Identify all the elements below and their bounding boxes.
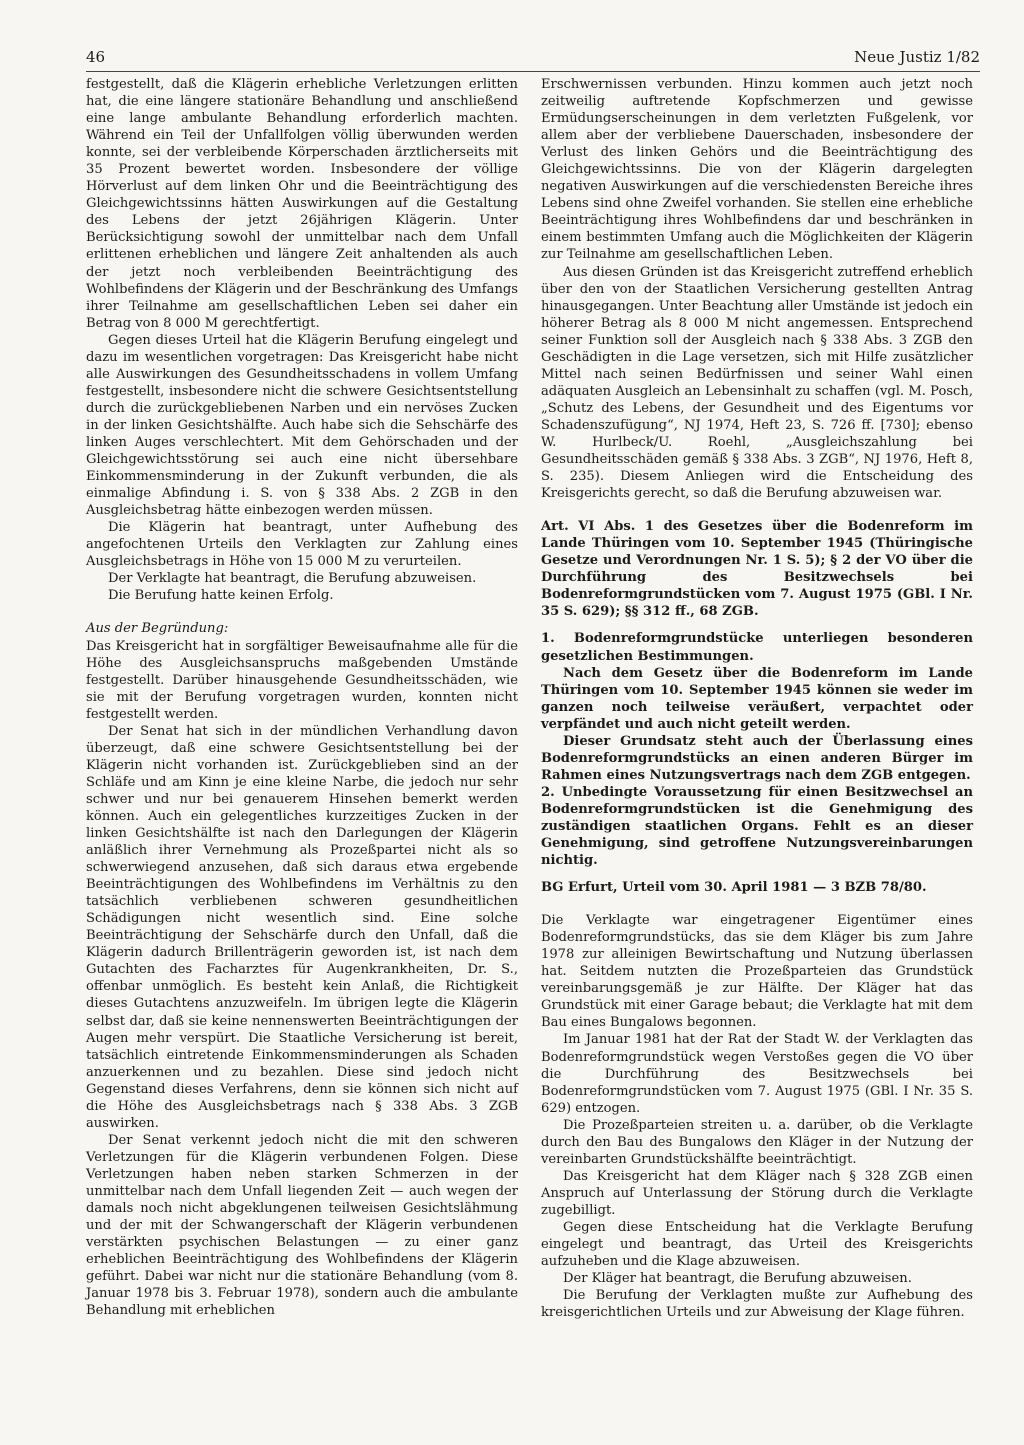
paragraph: Der Kläger hat beantragt, die Berufung abzuweisen. [563,1271,912,1287]
page-header [86,48,980,66]
paragraph: Die Berufung hatte keinen Erfolg. [108,588,334,604]
paragraph: Die Verklagte war eingetragener Eigentümer eines Bodenreformgrundstücks, das sie dem Kläger bis zum Jahre 1978 zur alleinigen Bewirtschaftung und Nutzung überlassen hat. Seitdem nutzten die Prozeßparteien das Grundstück vereinbarungsgemäß je zur Hälfte. Der Kläger hat das Grundstück mit einer Garage bebaut; die Verklagte hat mit dem Bau eines Bungalows begonnen. [541,913,973,1031]
header-rule [86,71,980,72]
section-subheading: Aus der Begründung: [86,621,229,637]
left-column [86,76,518,1319]
paragraph: Im Januar 1981 hat der Rat der Stadt W. der Verklagten das Bodenreformgrundstück wegen Verstoßes gegen die VO über die Durchführung des Besitzwechsels bei Bodenreformgrundstücken vom 7. August 1975 (GBl. I Nr. 35 S. 629) entzogen. [541,1032,973,1116]
thesis-paragraph: 1. Bodenreformgrundstücke unterliegen besonderen gesetzlichen Bestimmungen. [541,631,973,664]
paragraph: Der Verklagte hat beantragt, die Berufung abzuweisen. [108,571,477,587]
paragraph: Das Kreisgericht hat dem Kläger nach § 328 ZGB einen Anspruch auf Unterlassung der Störung durch die Verklagte zugebilligt. [541,1168,973,1218]
journal-issue: Neue Justiz 1/82 [854,48,980,66]
paragraph: Gegen dieses Urteil hat die Klägerin Berufung eingelegt und dazu im wesentlichen vorgetragen: Das Kreisgericht habe nicht alle Auswirkungen des Gesundheitsschadens in vollem Umfang festgestellt, insbesondere nicht die schwere Gesichtsentstellung durch die zurückgebliebenen Narben und ein nervöses Zucken in der linken Gesichtshälfte. Auch habe sich die Sehschärfe des linken Auges verschlechtert. Mit dem Gehörschaden und der Gleichgewichtsstörung sei auch eine nicht übersehbare Einkommensminderung in der Zukunft verbunden, die als einmalige Abfindung i. S. von § 338 Abs. 2 ZGB in den Ausgleichsbetrag hätte einbezogen werden müssen. [86,332,518,519]
statute-citation: Art. VI Abs. 1 des Gesetzes über die Bodenreform im Lande Thüringen vom 10. September 1945 (Thüringische Gesetze und Verordnungen Nr. 1 S. 5); § 2 der VO über die Durchführung des Besitzwechsels bei Bodenreformgrundstücken vom 7. August 1975 (GBl. I Nr. 35 S. 629); §§ 312 ff., 68 ZGB. [541,519,973,620]
thesis-paragraph: Dieser Grundsatz steht auch der Überlassung eines Bodenreformgrundstücks an einen anderen Bürger im Rahmen eines Nutzungsvertrags nach dem ZGB entgegen. [541,733,973,783]
paragraph: Gegen diese Entscheidung hat die Verklagte Berufung eingelegt und beantragt, das Urteil des Kreisgerichts aufzuheben und die Klage abzuweisen. [541,1220,973,1270]
paragraph: festgestellt, daß die Klägerin erhebliche Verletzungen erlitten hat, die eine längere stationäre Behandlung und anschließend eine lange ambulante Behandlung erforderlich machten. Während ein Teil der Unfallfolgen völlig überwunden werden konnte, sei der verbleibende Körperschaden ärztlicherseits mit 35 Prozent bewertet worden. Insbesondere der völlige Hörverlust auf dem linken Ohr und die Beeinträchtigung des Gleichgewichtssinns hätten Auswirkungen auf die Gestaltung des Lebens der jetzt 26jährigen Klägerin. Unter Berücksichtigung sowohl der unmittelbar nach dem Unfall erlittenen erheblichen und längere Zeit anhaltenden als auch der jetzt noch verbleibenden Beeinträchtigung des Wohlbefindens der Klägerin und der Beschränkung des Umfangs ihrer Teilnahme am gesellschaftlichen Leben sei daher ein Betrag von 8 000 M gerechtfertigt. [86,77,518,331]
page-number: 46 [86,48,106,66]
paragraph: Die Berufung der Verklagten mußte zur Aufhebung des kreisgerichtlichen Urteils und zur Abweisung der Klage führen. [541,1288,973,1321]
paragraph: Erschwernissen verbunden. Hinzu kommen auch jetzt noch zeitweilig auftretende Kopfschmerzen und gewisse Ermüdungserscheinungen in dem verletzten Fußgelenk, vor allem aber der verbliebene Dauerschaden, insbesondere der Verlust des linken Gehörs und die Beeinträchtigung des Gleichgewichtssinns. Die von der Klägerin dargelegten negativen Auswirkungen auf die verschiedensten Bereiche ihres Lebens sind ohne Zweifel vorhanden. Sie stellen eine erhebliche Beeinträchtigung ihres Wohlbefindens dar und beschränken in einem bestimmten Umfang auch die Möglichkeiten der Klägerin zur Teilnahme am gesellschaftlichen Leben. [541,77,973,263]
paragraph: Aus diesen Gründen ist das Kreisgericht zutreffend erheblich über den von der Staatlichen Versicherung gestellten Antrag hinausgegangen. Unter Beachtung aller Umstände ist jedoch ein höherer Betrag als 8 000 M nicht angemessen. Entsprechend seiner Funktion soll der Ausgleich nach § 338 Abs. 3 ZGB den Geschädigten in die Lage versetzen, sich mit Hilfe zusätzlicher Mittel nach seinen Bedürfnissen und seiner Wahl einen adäquaten Ausgleich an Lebensinhalt zu schaffen (vgl. M. Posch, „Schutz des Lebens, der Gesundheit und des Eigentums vor Schadenszufügung“, NJ 1974, Heft 23, S. 726 ff. [730]; ebenso W. Hurlbeck/U. Roehl, „Ausgleichszahlung bei Gesundheitsschäden gemäß § 338 Abs. 3 ZGB“, NJ 1976, Heft 8, S. 235). Diesem Anliegen wird die Entscheidung des Kreisgerichts gerecht, so daß die Berufung abzuweisen war. [541,264,973,502]
paragraph: Das Kreisgericht hat in sorgfältiger Beweisaufnahme alle für die Höhe des Ausgleichsanspruchs maßgebenden Umstände festgestellt. Darüber hinausgehende Gesundheitsschäden, wie sie mit der Berufung vorgetragen wurden, konnten nicht festgestellt werden. [86,638,518,722]
right-column [541,76,973,1321]
thesis-paragraph: Nach dem Gesetz über die Bodenreform im Lande Thüringen vom 10. September 1945 können sie weder im ganzen noch teilweise veräußert, verpachtet oder verpfändet und auch nicht geteilt werden. [541,665,973,732]
paragraph: Der Senat hat sich in der mündlichen Verhandlung davon überzeugt, daß eine schwere Gesichtsentstellung bei der Klägerin nicht vorhanden ist. Zurückgeblieben sind an der Schläfe und am Kinn je eine kleine Narbe, die jedoch nur sehr schwer und nur bei genauerem Hinsehen bemerkt werden können. Auch ein gelegentliches kurzzeitiges Zucken in der linken Gesichtshälfte ist nach den Darlegungen der Klägerin anläßlich ihrer Vernehmung als Prozeßpartei nicht als so schwerwiegend anzusehen, daß sich daraus etwa ergebende Beeinträchtigungen des Wohlbefindens im Verhältnis zu den tatsächlich verbliebenen schweren gesundheitlichen Schädigungen nicht wesentlich sind. Eine solche Beeinträchtigung der Sehschärfe durch den Unfall, daß die Klägerin dadurch Brillenträgerin geworden ist, ist nach dem Gutachten des Facharztes für Augenkrankheiten, Dr. S., offenbar unmöglich. Es besteht kein Anlaß, die Richtigkeit dieses Gutachtens anzuzweifeln. Im übrigen legte die Klägerin selbst dar, daß sie keine nennenswerten Beeinträchtigungen der Augen mehr verspürt. Die Staatliche Versicherung ist bereit, tatsächlich eintretende Einkommensminderungen als Schaden anzuerkennen und zu bezahlen. Diese sind jedoch nicht Gegenstand dieses Verfahrens, denn sie können sich nicht auf die Höhe des Ausgleichsbetrags nach § 338 Abs. 3 ZGB auswirken. [86,723,518,1131]
paragraph: Der Senat verkennt jedoch nicht die mit den schweren Verletzungen für die Klägerin verbundenen Folgen. Diese Verletzungen haben neben starken Schmerzen in der unmittelbar nach dem Unfall liegenden Zeit — auch wegen der damals noch nicht abgeklungenen teilweisen Gesichtslähmung und der mit der Schwangerschaft der Klägerin verbundenen verstärkten psychischen Belastungen — zu einer ganz erheblichen Beeinträchtigung des Wohlbefindens der Klägerin geführt. Dabei war nicht nur die stationäre Behandlung (vom 8. Januar 1978 bis 3. Februar 1978), sondern auch die ambulante Behandlung mit erheblichen [86,1132,518,1319]
court-reference: BG Erfurt, Urteil vom 30. April 1981 — 3 BZB 78/80. [541,880,927,896]
thesis-paragraph: 2. Unbedingte Voraussetzung für einen Besitzwechsel an Bodenreformgrundstücken ist die Genehmigung des zuständigen staatlichen Organs. Fehlt es an dieser Genehmigung, sind getroffene Nutzungsvereinbarungen nichtig. [541,784,973,869]
paragraph: Die Prozeßparteien streiten u. a. darüber, ob die Verklagte durch den Bau des Bungalows den Kläger in der Nutzung der vereinbarten Grundstückshälfte beeinträchtigt. [541,1117,973,1167]
paragraph: Die Klägerin hat beantragt, unter Aufhebung des angefochtenen Urteils den Verklagten zur Zahlung eines Ausgleichsbetrags in Höhe von 15 000 M zu verurteilen. [86,520,518,570]
